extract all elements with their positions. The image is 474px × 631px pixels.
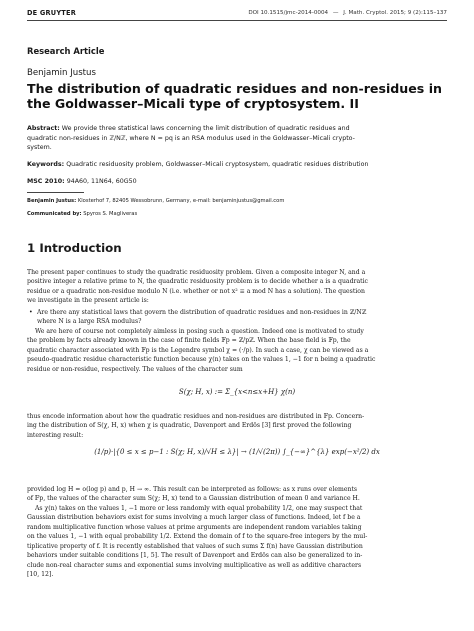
msc-codes: 94A60, 11N64, 60G50 <box>66 178 137 185</box>
affiliation-label: Benjamin Justus: <box>27 198 77 204</box>
text-line: positive integer a relative prime to N, the quadratic residuosity problem is to decide whether a is a quadratic <box>27 278 368 286</box>
author-name: Benjamin Justus <box>27 68 96 78</box>
bullet-question <box>27 308 457 327</box>
title-line: the Goldwasser–Micali type of cryptosystem. II <box>27 96 359 111</box>
text-line: quadratic character associated with 𝔽p is the Legendre symbol χ = (·/p). In such a case, χ can be viewed as a <box>27 346 369 354</box>
communicated-name: Spyros S. Magliveras <box>83 211 138 217</box>
abstract-line: Abstract: We provide three statistical laws concerning the limit distribution of quadratic residues and <box>27 125 350 132</box>
text-line: behaviors under suitable conditions [1, 5]. The result of Davenport and Erdös can also be generalized to in- <box>27 552 363 560</box>
doi-link[interactable]: DOI 10.1515/jmc-2014-0004 <box>248 10 329 16</box>
text-line: residue or a quadratic non-residue modulo N (i.e. whether or not x² ≡ a mod N has a solution). The question <box>27 287 365 295</box>
text-line: • Are there any statistical laws that govern the distribution of quadratic residues and non-residues in ℤ/Nℤ <box>37 309 367 316</box>
msc-label: MSC 2010: <box>27 178 65 185</box>
equation-character-sum: S(χ; H, x) := Σ_{x<n≤x+H} χ(n) <box>178 388 296 396</box>
abstract-label: Abstract: <box>27 125 60 132</box>
paragraph-motivation <box>27 327 447 374</box>
journal-citation: J. Math. Cryptol. 2015; 9 (2):115–137 <box>343 10 447 16</box>
communicated-label: Communicated by: <box>27 211 82 217</box>
text-line: [10, 12]. <box>27 571 54 579</box>
text-line: we investigate in the present article is: <box>27 297 149 305</box>
abstract-line: quadratic non-residues in ℤ/Nℤ, where N = pq is an RSA modulus used in the Goldwasser–Micali crypto- <box>27 134 355 142</box>
text-line: on the values 1, −1 with equal probability 1/2. Extend the domain of f to the square-free integers by the mul- <box>27 533 368 541</box>
keywords <box>27 160 447 170</box>
affiliation-text: Klosterhof 7, 82405 Wessobrunn, Germany, e-mail: benjaminjustus@gmail.com <box>77 198 285 204</box>
title-line: The distribution of quadratic residues and non-residues in <box>27 81 442 96</box>
text-line: provided log H = o(log p) and p, H → ∞. This result can be interpreted as follows: as x runs over elements <box>27 486 358 493</box>
text-line: of 𝔽p, the values of the character sum S(χ; H, x) tend to a Gaussian distribution of mean 0 and variance H. <box>27 495 360 503</box>
text-line: tiplicative property of f. It is recently established that values of such sums Σ f(n) have Gaussian distribution <box>27 542 363 550</box>
text-line: clude non-real character sums and exponential sums involving multiplicative as well as additive characters <box>27 561 362 569</box>
author-affiliation <box>27 198 447 205</box>
text-line: We are here of course not completely aimless in posing such a question. Indeed one is motivated to study <box>35 328 364 335</box>
paragraph-davenport <box>27 412 447 440</box>
text-line: where N is a large RSA modulus? <box>37 318 142 326</box>
text-line: Gaussian distribution behaviors exist for sums involving a much larger class of functions. Indeed, let f be a <box>27 514 361 522</box>
abstract <box>27 124 447 153</box>
keywords-text: Quadratic residuosity problem, Goldwasser–Micali cryptosystem, quadratic residues distribution <box>66 161 369 168</box>
article-type: Research Article <box>27 46 105 56</box>
text-line: pseudo-quadratic residue characteristic function because χ(n) takes on the values 1, −1 for n being a quadratic <box>27 356 376 364</box>
keywords-label: Keywords: <box>27 161 65 168</box>
abstract-line: system. <box>27 144 52 152</box>
text-line: The present paper continues to study the quadratic residuosity problem. Given a composite integer N, and a <box>27 269 366 276</box>
article-title <box>27 81 447 111</box>
text-line: the problem by facts already known in the case of finite fields 𝔽p = ℤ/pℤ. When the base field is 𝔽p, the <box>27 337 351 345</box>
text-line: interesting result: <box>27 431 84 439</box>
paragraph-interpretation <box>27 485 447 504</box>
paragraph-intro <box>27 268 447 306</box>
header-separator: — <box>332 10 339 16</box>
text-line: residue or non-residue, respectively. The values of the character sum <box>27 365 243 373</box>
paragraph-random-functions <box>27 504 447 580</box>
section-heading: 1 Introduction <box>27 241 122 255</box>
text-line: random multiplicative function whose values at prime arguments are independent random variables taking <box>27 523 362 531</box>
communicated-by <box>27 211 447 218</box>
text-line: thus encode information about how the quadratic residues and non-residues are distributed in 𝔽p. Concern- <box>27 413 365 420</box>
header-rule <box>27 20 447 21</box>
citation-info <box>245 6 447 20</box>
running-header <box>27 6 447 20</box>
text-line: As χ(n) takes on the values 1, −1 more or less randomly with equal probability 1/2, one may suspect that <box>35 505 363 512</box>
footnote-rule <box>27 192 84 193</box>
publisher-name: DE GRUYTER <box>27 9 76 17</box>
msc-classification <box>27 177 447 187</box>
text-line: ing the distribution of S(χ, H, x) when χ is quadratic, Davenport and Erdös [3] first proved the following <box>27 422 352 430</box>
equation-gaussian-limit: (1/p)·|{0 ≤ x ≤ p−1 : S(χ; H, x)/√H ≤ λ}| → (1/√(2π)) ∫_{−∞}^{λ} exp(−x²/2) dx <box>94 448 380 456</box>
